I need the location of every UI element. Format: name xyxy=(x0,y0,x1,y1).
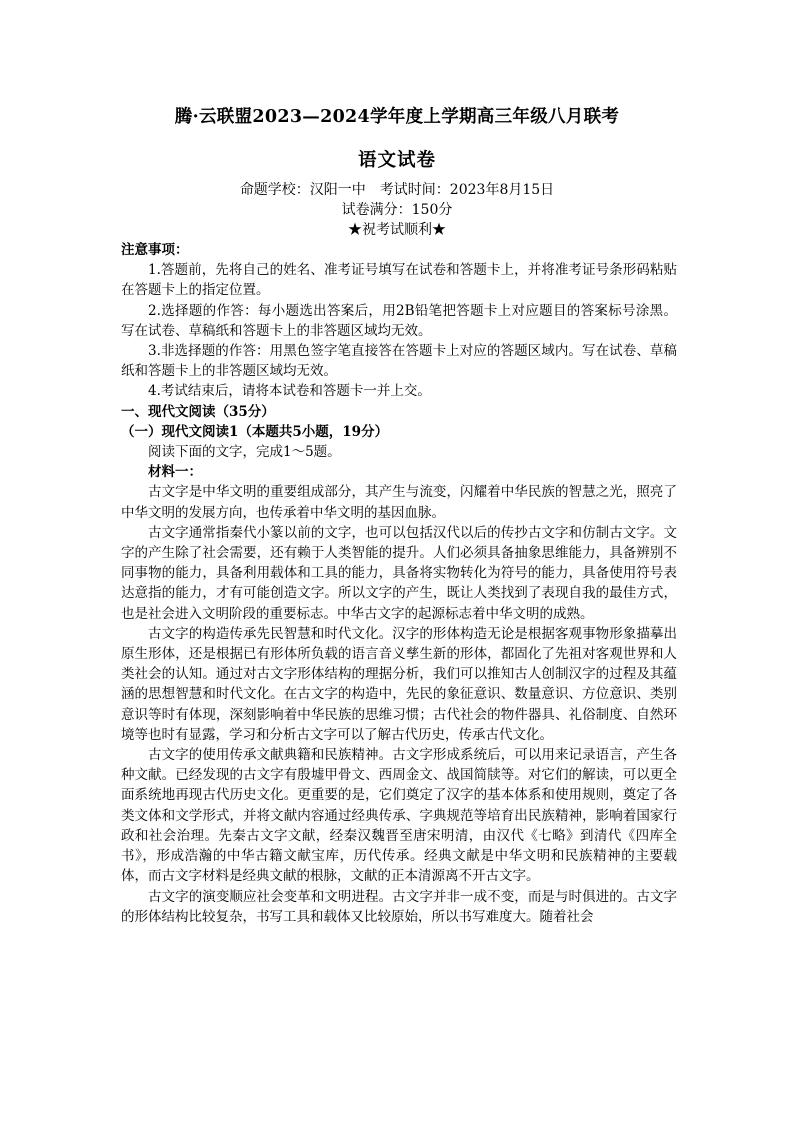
notice-item: 3.非选择题的作答：用黑色签字笔直接答在答题卡上对应的答题区域内。写在试卷、草稿纸和答题卡上的非答题区域均无效。 xyxy=(121,343,677,380)
notice-item: 4.考试结束后，请将本试卷和答题卡一并上交。 xyxy=(148,383,431,400)
passage-paragraph: 古文字的构造传承先民智慧和时代文化。汉字的形体构造无论是根据客观事物形象描摹出原生形体，还是根据已有形体所负载的语言音义孳生新的形体，都固化了先祖对客观世界和人类社会的认知。通过对古文字形体结构的理据分析，我们可以推知古人创制汉字的过程及其蕴涵的思想智慧和时代文化。在古文字的构造中，先民的象征意识、数量意识、方位意识、类别意识等时有体现，深刻影响着中华民族的思维习惯；古代社会的物件器具、礼俗制度、自然环境等也时有显露，学习和分析古文字可以了解古代历史，传承古代文化。 xyxy=(121,625,677,743)
score-line: 试卷满分：150分 xyxy=(341,202,453,218)
reading-instruction: 阅读下面的文字，完成1～5题。 xyxy=(148,444,341,461)
section-heading: 一、现代文阅读（35分） xyxy=(121,403,275,420)
subsection-heading: （一）现代文阅读1（本题共5小题，19分） xyxy=(121,423,389,440)
passage-paragraph: 古文字通常指秦代小篆以前的文字，也可以包括汉代以后的传抄古文字和仿制古文字。文字的产生除了社会需要，还有赖于人类智能的提升。人们必须具备抽象思维能力，具备辨别不同事物的能力，具备利用载体和工具的能力，具备将实物转化为符号的能力，具备使用符号表达意指的能力，才有可能创造文字。所以文字的产生，既让人类找到了表现自我的最佳方式，也是社会进入文明阶段的重要标志。中华古文字的起源标志着中华文明的成熟。 xyxy=(121,524,677,622)
exam-info-line: 命题学校：汉阳一中 考试时间：2023年8月15日 xyxy=(239,182,555,198)
wish-line: ★祝考试顺利★ xyxy=(348,222,446,238)
passage-paragraph: 古文字的使用传承文献典籍和民族精神。古文字形成系统后，可以用来记录语言，产生各种文献。已经发现的古文字有殷墟甲骨文、西周金文、战国简牍等。对它们的解读，可以更全面系统地再现古代历史文化。更重要的是，它们奠定了汉字的基本体系和使用规则，奠定了各类文体和文学形式，并将文献内容通过经典传承、字典规范等培育出民族精神，影响着国家行政和社会治理。先秦古文字文献，经秦汉魏晋至唐宋明清，由汉代《七略》到清代《四库全书》，形成浩瀚的中华古籍文献宝库，历代传承。经典文献是中华文明和民族精神的主要载体，而古文字材料是经典文献的根脉，文献的正本清源离不开古文字。 xyxy=(121,747,677,885)
passage-paragraph: 古文字的演变顺应社会变革和文明进程。古文字并非一成不变，而是与时俱进的。古文字的形体结构比较复杂，书写工具和载体又比较原始，所以书写难度大。随着社会 xyxy=(121,888,677,925)
passage-paragraph: 古文字是中华文明的重要组成部分，其产生与流变，闪耀着中华民族的智慧之光，照亮了中华文明的发展方向，也传承着中华文明的基因血脉。 xyxy=(121,484,677,521)
material-label: 材料一： xyxy=(148,464,202,481)
exam-title: 腾·云联盟2023—2024学年度上学期高三年级八月联考 xyxy=(174,107,620,127)
exam-body xyxy=(121,240,677,927)
notice-item: 1.答题前，先将自己的姓名、准考证号填写在试卷和答题卡上，并将准考证号条形码粘贴在答题卡上的指定位置。 xyxy=(121,262,677,299)
subject-title: 语文试卷 xyxy=(357,150,436,171)
notice-heading: 注意事项： xyxy=(121,242,189,258)
notice-item: 2.选择题的作答：每小题选出答案后，用2B铅笔把答题卡上对应题目的答案标号涂黑。写在试卷、草稿纸和答题卡上的非答题区域均无效。 xyxy=(121,302,677,339)
